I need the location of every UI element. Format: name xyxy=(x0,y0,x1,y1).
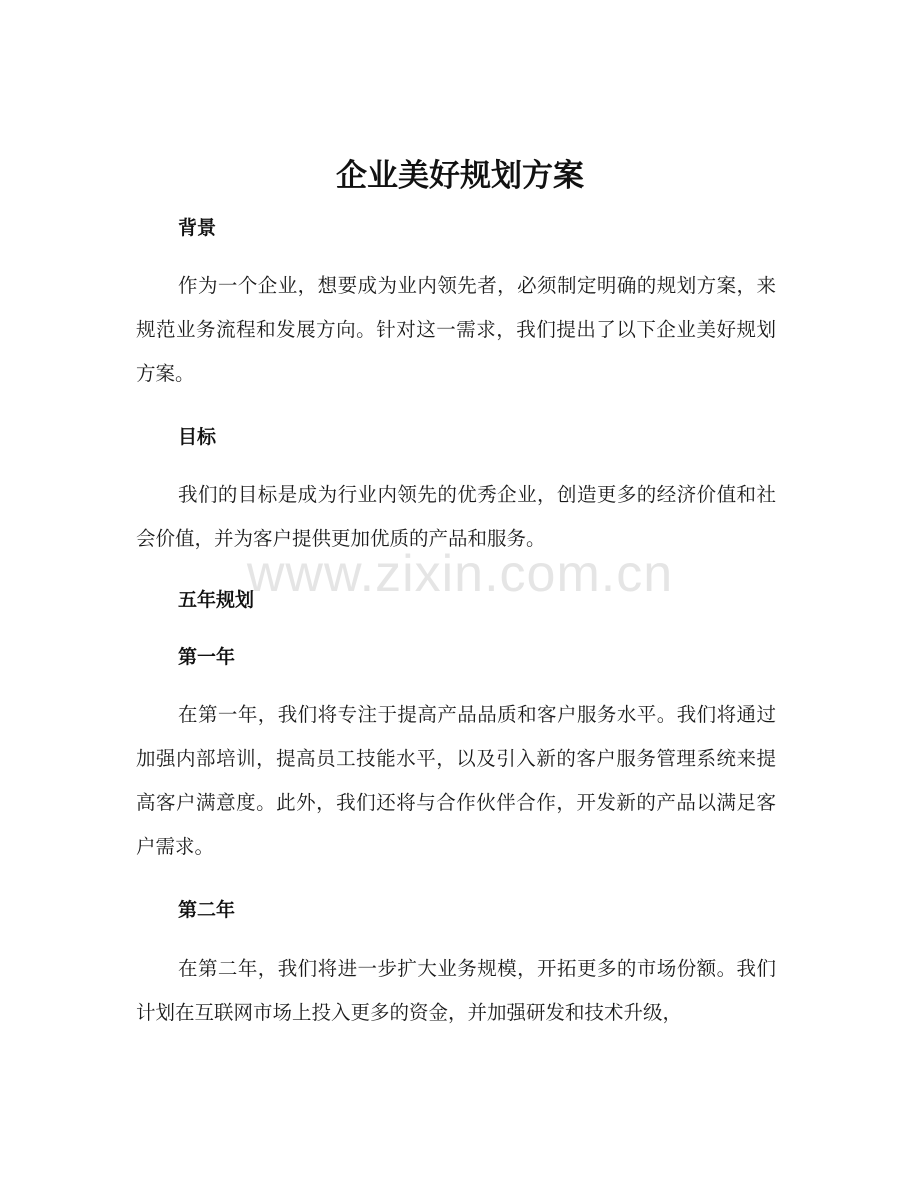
section-heading-year-one: 第一年 xyxy=(178,646,236,668)
paragraph-year-two: 在第二年，我们将进一步扩大业务规模，开拓更多的市场份额。我们计划在互联网市场上投入更多的资金，并加强研发和技术升级， xyxy=(136,957,776,1024)
paragraph-background: 作为一个企业，想要成为业内领先者，必须制定明确的规划方案，来规范业务流程和发展方向。针对这一需求，我们提出了以下企业美好规划方案。 xyxy=(136,274,776,385)
section-heading-year-two: 第二年 xyxy=(178,899,236,921)
document-title: 企业美好规划方案 xyxy=(336,158,584,194)
section-heading-goal: 目标 xyxy=(178,426,217,448)
section-heading-background: 背景 xyxy=(178,217,217,239)
paragraph-year-one: 在第一年，我们将专注于提高产品品质和客户服务水平。我们将通过加强内部培训，提高员工技能水平，以及引入新的客户服务管理系统来提高客户满意度。此外，我们还将与合作伙伴合作，开发新的产品以满足客户需求。 xyxy=(136,703,776,858)
section-heading-five-year-plan: 五年规划 xyxy=(178,589,255,611)
watermark: www.zixin.com.cn xyxy=(246,545,674,603)
paragraph-goal: 我们的目标是成为行业内领先的优秀企业，创造更多的经济价值和社会价值，并为客户提供更加优质的产品和服务。 xyxy=(136,483,776,550)
